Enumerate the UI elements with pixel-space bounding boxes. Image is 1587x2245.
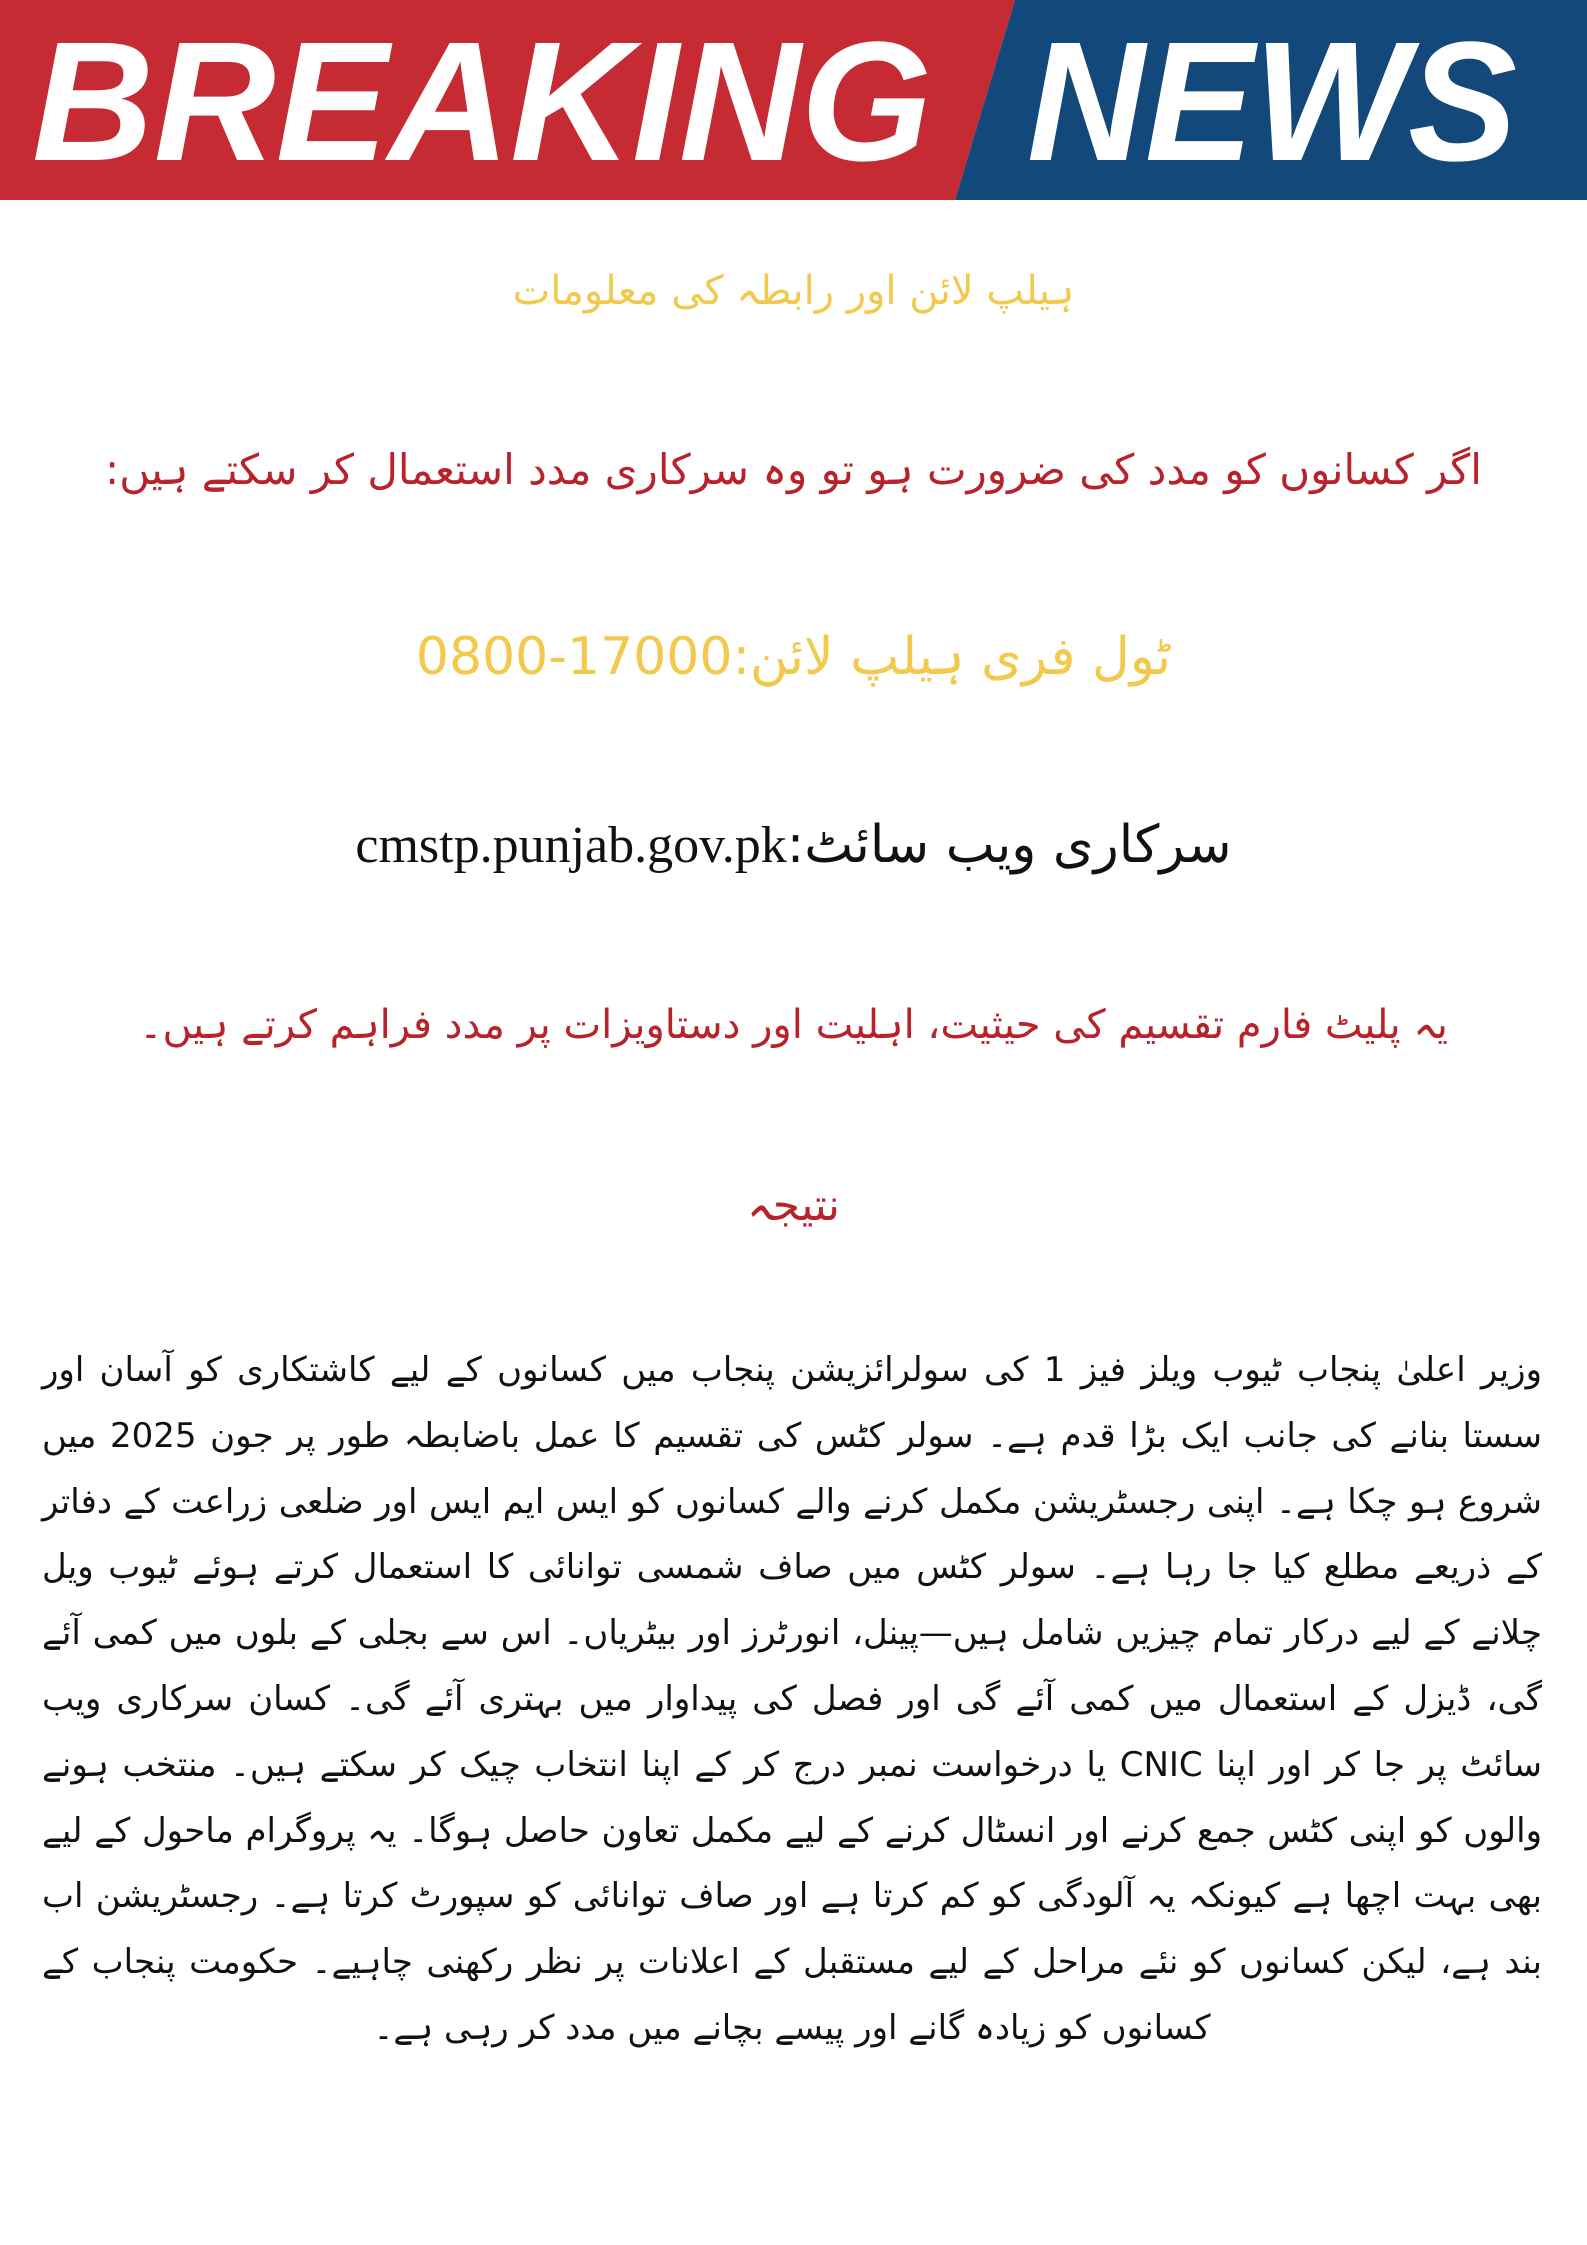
banner-breaking-word: BREAKING xyxy=(32,7,932,197)
official-website xyxy=(0,815,1587,875)
website-link[interactable]: cmstp.punjab.gov.pk xyxy=(355,817,787,874)
helpline-number[interactable]: 0800-17000 xyxy=(415,627,733,687)
helpline-section-heading: ہیلپ لائن اور رابطہ کی معلومات xyxy=(512,268,1075,314)
banner-graphic xyxy=(0,0,1587,200)
platform-note: یہ پلیٹ فارم تقسیم کی حیثیت، اہلیت اور دستاویزات پر مدد فراہم کرتے ہیں۔ xyxy=(139,1002,1448,1048)
farmer-assistance-line: اگر کسانوں کو مدد کی ضرورت ہو تو وہ سرکاری مدد استعمال کر سکتے ہیں: xyxy=(105,445,1482,494)
conclusion-paragraph: وزیر اعلیٰ پنجاب ٹیوب ویلز فیز 1 کی سولرائزیشن پنجاب میں کسانوں کے لیے کاشتکاری کو آسان اور سستا بنانے کی جانب ایک بڑا قدم ہے۔ سولر کٹس کی تقسیم کا عمل باضابطہ طور پر جون 2025 میں شروع ہو چکا ہے۔ اپنی رجسٹریشن مکمل کرنے والے کسانوں کو ایس ایم ایس اور ضلعی زراعت کے دفاتر کے ذریعے مطلع کیا جا رہا ہے۔ سولر کٹس میں صاف شمسی توانائی کا استعمال کرتے ہوئے ٹیوب ویل چلانے کے لیے درکار تمام چیزیں شامل ہیں—پینل، انورٹرز اور بیٹریاں۔ اس سے بجلی کے بلوں میں کمی آئے گی، ڈیزل کے استعمال میں کمی آئے گی اور فصل کی پیداوار میں بہتری آئے گی۔ کسان سرکاری ویب سائٹ پر جا کر اور اپنا CNIC یا درخواست نمبر درج کر کے اپنا انتخاب چیک کر سکتے ہیں۔ منتخب ہونے والوں کو اپنی کٹس جمع کرنے اور انسٹال کرنے کے لیے مکمل تعاون حاصل ہوگا۔ یہ پروگرام ماحول کے لیے بھی بہت اچھا ہے کیونکہ یہ آلودگی کو کم کرتا ہے اور صاف توانائی کو سپورٹ کرتا ہے۔ رجسٹریشن اب بند ہے، لیکن کسانوں کو نئے مراحل کے لیے مستقبل کے اعلانات پر نظر رکھنی چاہیے۔ حکومت پنجاب کے کسانوں کو زیادہ گانے اور پیسے بچانے میں مدد کر رہی ہے۔ xyxy=(42,1350,1543,2048)
conclusion-title: نتیجہ xyxy=(747,1180,840,1231)
banner-news-word: NEWS xyxy=(1027,7,1517,197)
website-label: سرکاری ویب سائٹ: xyxy=(786,815,1232,875)
toll-free-helpline xyxy=(0,627,1587,687)
breaking-news-banner xyxy=(0,0,1587,200)
helpline-label: ٹول فری ہیلپ لائن: xyxy=(732,627,1172,687)
